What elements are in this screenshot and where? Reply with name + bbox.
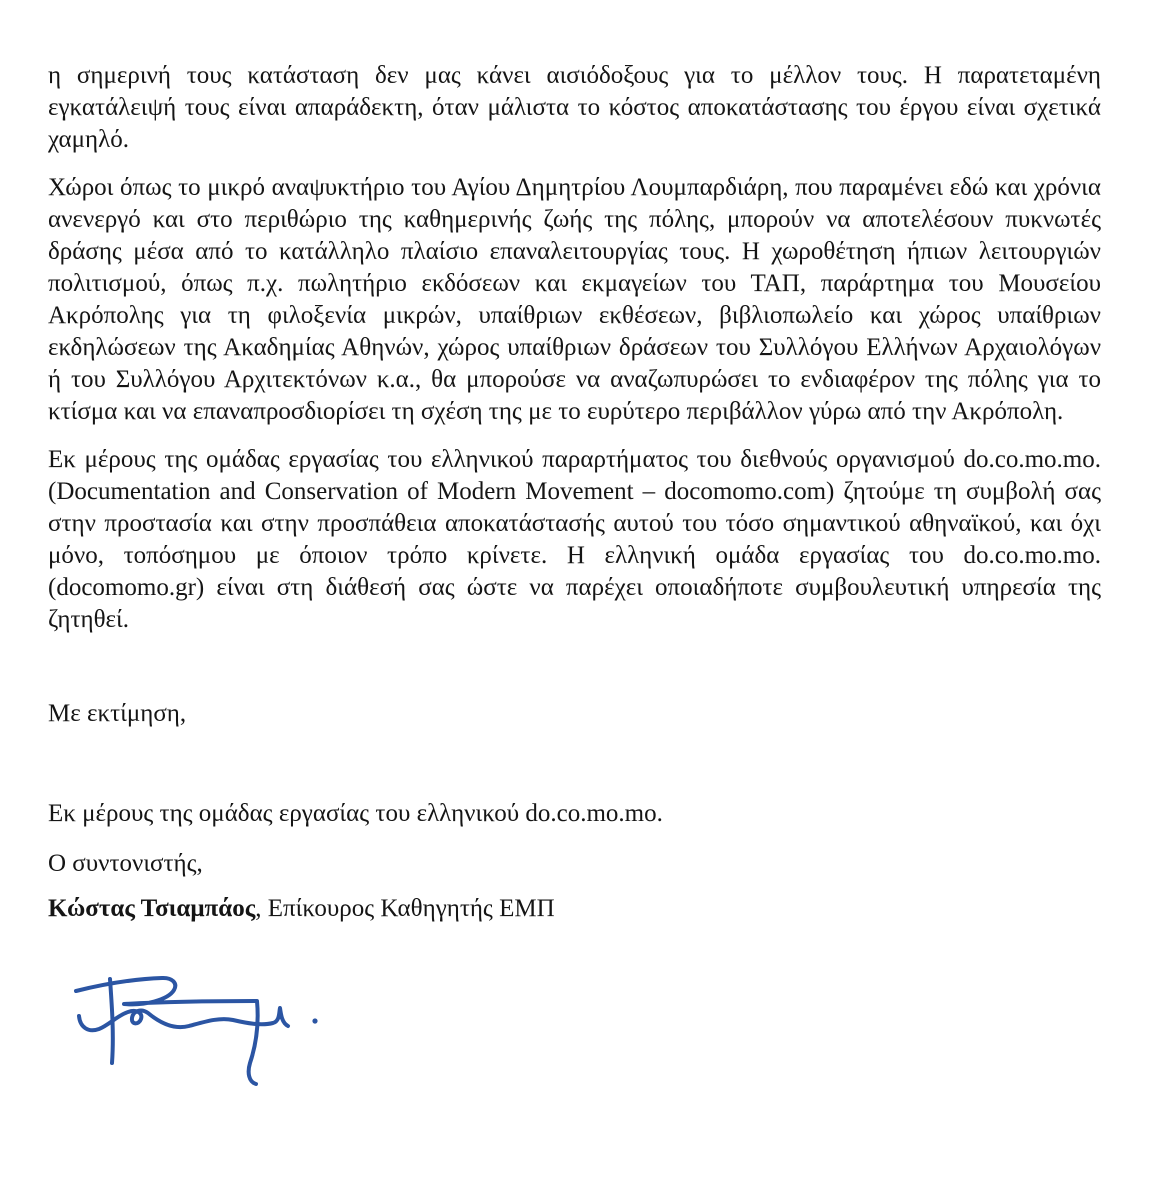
signatory-line <box>48 893 1101 925</box>
letter-paragraph: Εκ μέρους της ομάδας εργασίας του ελληνικού παραρτήματος του διεθνούς οργανισμού do.co.mo.mo. (Documentation and Conservation of Modern Movement – docomomo.com) ζητούμε τη συμβολή σας στην προστασία και στην προσπάθεια αποκατάστασής αυτού του τόσο σημαντικού αθηναϊκού, και όχι μόνο, τοπόσημου με όποιον τρόπο κρίνετε. Η ελληνική ομάδα εργασίας του do.co.mo.mo. (docomomo.gr) είναι στη διάθεσή σας ώστε να παρέχει οποιαδήποτε συμβουλευτική υπηρεσία της ζητηθεί. <box>48 446 1101 633</box>
signature-dot <box>312 1018 317 1023</box>
signatory-name: Κώστας Τσιαμπάος <box>48 895 256 922</box>
on-behalf-line: Εκ μέρους της ομάδας εργασίας του ελληνικού do.co.mo.mo. <box>48 800 663 827</box>
signatory-title: , Επίκουρος Καθηγητής ΕΜΠ <box>255 895 555 922</box>
letter-paragraph: η σημερινή τους κατάσταση δεν μας κάνει αισιόδοξους για το μέλλον τους. Η παρατεταμένη εγκατάλειψή τους είναι απαράδεκτη, όταν μάλιστα το κόστος αποκατάστασης του έργου είναι σχετικά χαμηλό. <box>48 62 1101 153</box>
handwritten-signature-icon <box>68 963 328 1093</box>
signature-svg <box>68 963 328 1093</box>
letter-paragraph: Χώροι όπως το μικρό αναψυκτήριο του Αγίου Δημητρίου Λουμπαρδιάρη, που παραμένει εδώ και χρόνια ανενεργό και στο περιθώριο της καθημερινής ζωής της πόλης, μπορούν να αποτελέσουν πυκνωτές δράσης μέσα από το κατάλληλο πλαίσιο επαναλειτουργίας τους. Η χωροθέτηση ήπιων λειτουργιών πολιτισμού, όπως π.χ. πωλητήριο εκδόσεων και εκμαγείων του ΤΑΠ, παράρτημα του Μουσείου Ακρόπολης για τη φιλοξενία μικρών, υπαίθριων εκθέσεων, βιβλιοπωλείο και χώρος υπαίθριων εκδηλώσεων της Ακαδημίας Αθηνών, χώρος υπαίθριων δράσεων του Συλλόγου Ελλήνων Αρχαιολόγων ή του Συλλόγου Αρχιτεκτόνων κ.α., θα μπορούσε να αναζωπυρώσει το ενδιαφέρον της πόλης για το κτίσμα και να επαναπροσδιορίσει τη σχέση της με το ευρύτερο περιβάλλον γύρω από την Ακρόπολη. <box>48 174 1101 425</box>
signature-main-stroke <box>76 978 258 1084</box>
coordinator-line: Ο συντονιστής, <box>48 850 203 877</box>
closing-salutation: Με εκτίμηση, <box>48 700 187 727</box>
